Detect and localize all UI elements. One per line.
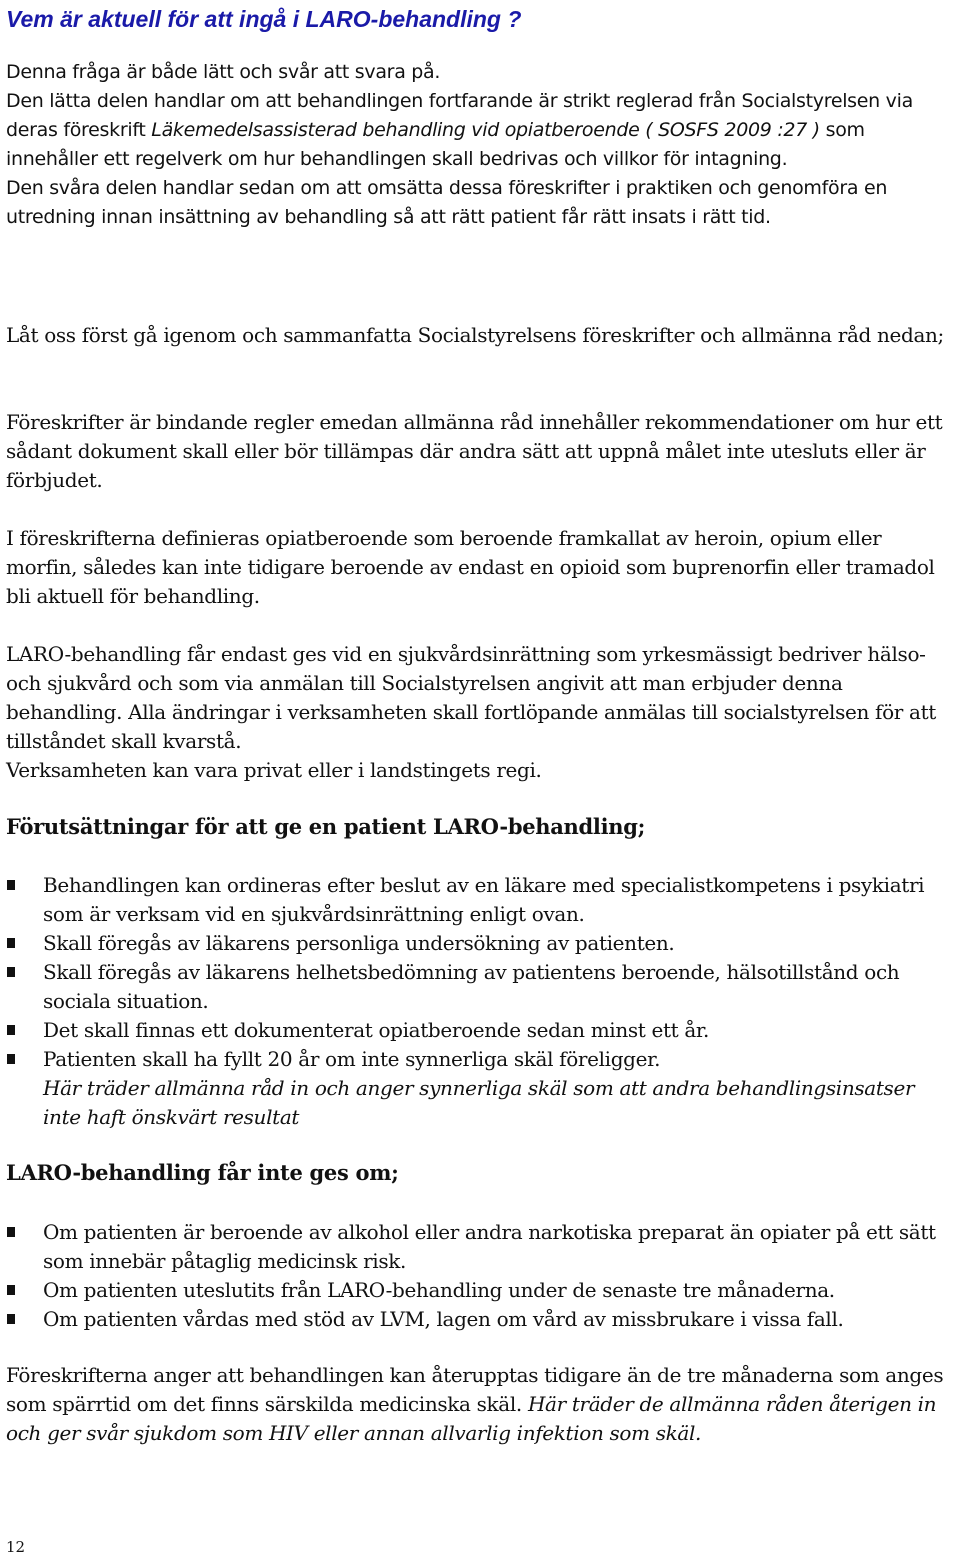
- binding-rules-paragraph: Föreskrifter är bindande regler emedan allmänna råd innehåller rekommendationer om hur ett sådant dokument skall eller bör tillämpas där andra sätt att uppnå målet inte utesluts eller är förbjudet.: [6, 410, 943, 492]
- definition-paragraph: I föreskrifterna definieras opiatberoende som beroende framkallat av heroin, opium eller morfin, således kan inte tidigare beroende av endast en opioid som buprenorfin eller tramadol bli aktuell för behandling.: [6, 526, 935, 608]
- list-item-text: Behandlingen kan ordineras efter beslut av en läkare med specialistkompetens i psykiatri som är verksam vid en sjukvårdsinrättning enligt ovan.: [43, 873, 925, 926]
- list-item-text: Det skall finnas ett dokumenterat opiatberoende sedan minst ett år.: [43, 1018, 709, 1042]
- intro-text: som innehåller ett regelverk om hur behandlingen skall bedrivas och villkor för intagning.: [6, 119, 865, 170]
- list-item: [6, 1218, 956, 1276]
- list-item: [6, 929, 956, 958]
- intro-sentence-3: Den svåra delen handlar sedan om att omsätta dessa föreskrifter i praktiken och genomföra en utredning innan insättning av behandling så att rätt patient får rätt insats i rätt tid.: [6, 177, 888, 228]
- intro-sentence-2: [6, 87, 958, 174]
- list-item-text: Patienten skall ha fyllt 20 år om inte synnerliga skäl föreligger.: [43, 1047, 661, 1071]
- list-item-text: Om patienten vårdas med stöd av LVM, lagen om vård av missbrukare i vissa fall.: [43, 1307, 844, 1331]
- bullet-icon: [7, 880, 15, 890]
- list-item-text: Skall föregås av läkarens personliga undersökning av patienten.: [43, 931, 675, 955]
- list-item: [6, 958, 956, 1016]
- list-item: [6, 871, 956, 929]
- list-item: [6, 1016, 956, 1045]
- closing-paragraph: [6, 1361, 956, 1448]
- intro-paragraph: [6, 58, 958, 232]
- list-item: [6, 1045, 956, 1132]
- page-title: Vem är aktuell för att ingå i LARO-behandling ?: [6, 6, 522, 32]
- bullet-icon: [7, 1314, 15, 1324]
- summary-paragraph: Låt oss först gå igenom och sammanfatta Socialstyrelsens föreskrifter och allmänna råd nedan;: [6, 323, 944, 347]
- exclusion-list: [6, 1218, 956, 1334]
- bullet-icon: [7, 1025, 15, 1035]
- list-item-text: Skall föregås av läkarens helhetsbedömning av patientens beroende, hälsotillstånd och sociala situation.: [43, 960, 900, 1013]
- closing-general-advice: Här träder de allmänna råden återigen in och ger svår sjukdom som HIV eller annan allvarlig infektion som skäl.: [6, 1392, 937, 1445]
- provider-paragraph: [6, 640, 956, 785]
- bullet-icon: [7, 938, 15, 948]
- list-item: [6, 1276, 956, 1305]
- bullet-icon: [7, 1285, 15, 1295]
- closing-text: Föreskrifterna anger att behandlingen kan återupptas tidigare än de tre månaderna som anges som spärrtid om det finns särskilda medicinska skäl.: [6, 1363, 944, 1416]
- regulation-reference: Läkemedelsassisterad behandling vid opiatberoende ( SOSFS 2009 :27 ): [151, 119, 820, 141]
- general-advice-note: Här träder allmänna råd in och anger synnerliga skäl som att andra behandlingsinsatser inte haft önskvärt resultat: [43, 1076, 915, 1129]
- bullet-icon: [7, 1227, 15, 1237]
- list-item: [6, 1305, 956, 1334]
- intro-line-1: Denna fråga är både lätt och svår att svara på.: [6, 61, 441, 83]
- page-number: 12: [6, 1538, 26, 1556]
- prerequisites-heading: Förutsättningar för att ge en patient LARO-behandling;: [6, 814, 646, 839]
- list-item-text: Om patienten uteslutits från LARO-behandling under de senaste tre månaderna.: [43, 1278, 835, 1302]
- exclusion-heading: LARO-behandling får inte ges om;: [6, 1160, 399, 1185]
- intro-text: Den lätta delen handlar om att behandlingen fortfarande är strikt reglerad från Socialstyrelsen via deras föreskrift: [6, 90, 913, 141]
- prerequisites-list: [6, 871, 956, 1132]
- bullet-icon: [7, 967, 15, 977]
- provider-text: LARO-behandling får endast ges vid en sjukvårdsinrättning som yrkesmässigt bedriver hälso- och sjukvård och som via anmälan till Socialstyrelsen angivit att man erbjuder denna behandling. Alla ändringar i verksamheten skall fortlöpande anmälas till socialstyrelsen för att tillståndet skall kvarstå.: [6, 642, 936, 753]
- provider-text-2: Verksamheten kan vara privat eller i landstingets regi.: [6, 758, 542, 782]
- bullet-icon: [7, 1054, 15, 1064]
- list-item-text: Om patienten är beroende av alkohol eller andra narkotiska preparat än opiater på ett sätt som innebär påtaglig medicinsk risk.: [43, 1220, 936, 1273]
